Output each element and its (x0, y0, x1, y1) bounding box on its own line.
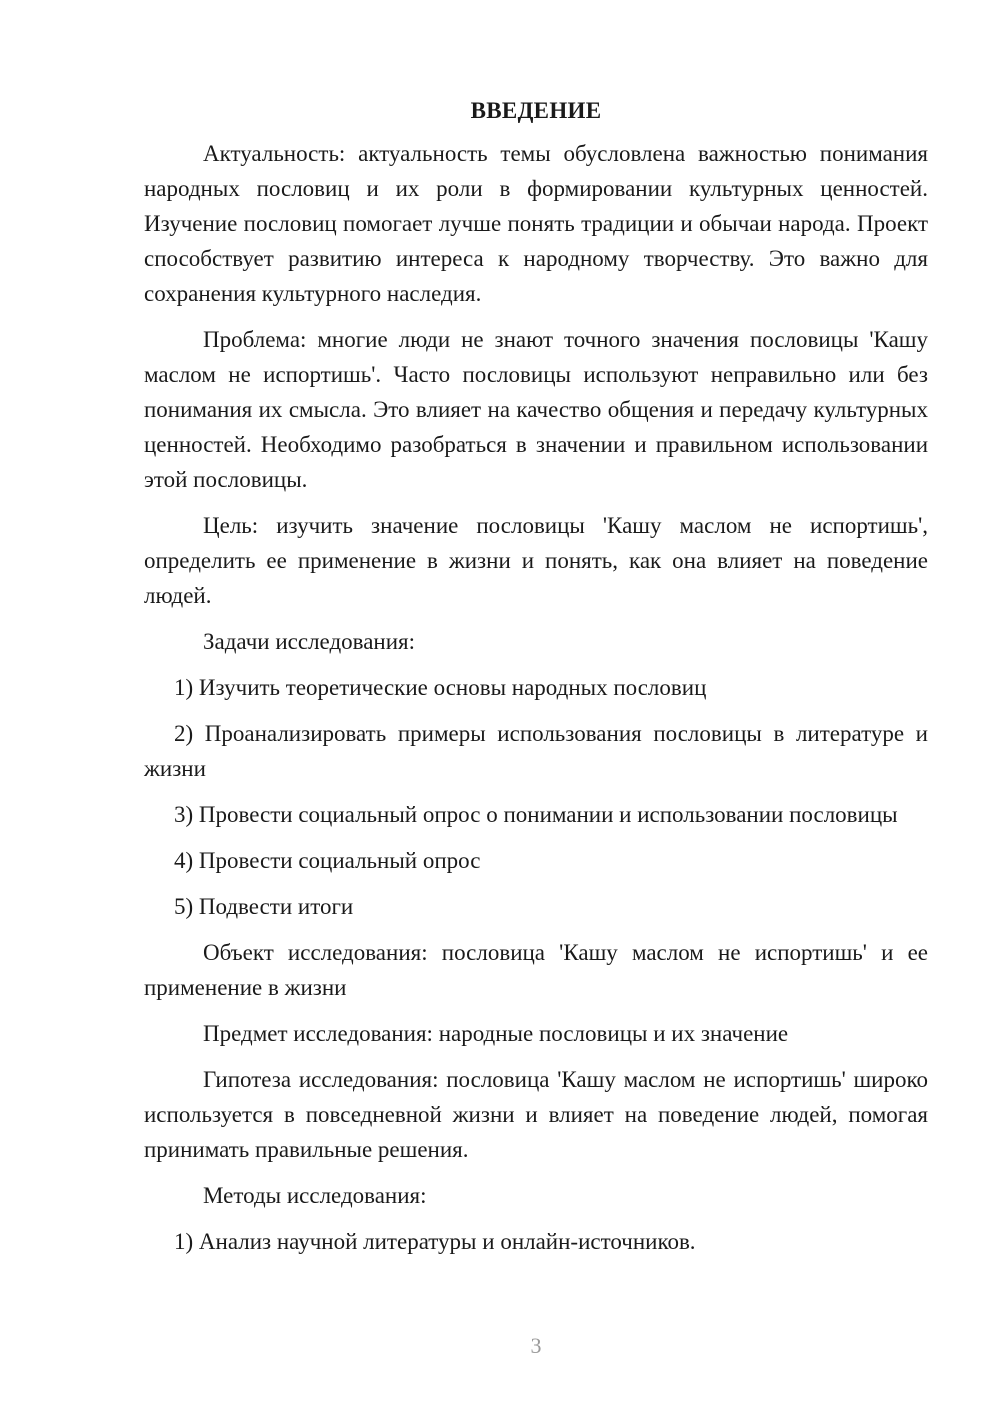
paragraph-goal: Цель: изучить значение пословицы 'Кашу маслом не испортишь', определить ее применение в жизни и понять, как она влияет на поведение людей. (144, 513, 928, 608)
paragraph-object: Объект исследования: пословица 'Кашу маслом не испортишь' и ее применение в жизни (144, 940, 928, 1000)
paragraph-methods-heading: Методы исследования: (203, 1183, 427, 1208)
paragraph-tasks-heading: Задачи исследования: (203, 629, 416, 654)
paragraph-relevance: Актуальность: актуальность темы обусловлена важностью понимания народных пословиц и их роли в формировании культурных ценностей. Изучение пословиц помогает лучше понять традиции и обычаи народа. Проект способствует развитию интереса к народному творчеству. Это важно для сохранения культурного наследия. (144, 141, 928, 306)
list-item-method-1: 1) Анализ научной литературы и онлайн-источников. (174, 1229, 696, 1254)
list-item-task-5: 5) Подвести итоги (174, 894, 354, 919)
paragraph-subject: Предмет исследования: народные пословицы и их значение (203, 1021, 789, 1046)
paragraph-hypothesis: Гипотеза исследования: пословица 'Кашу маслом не испортишь' широко используется в повседневной жизни и влияет на поведение людей, помогая принимать правильные решения. (144, 1067, 928, 1162)
page-number: 3 (530, 1333, 542, 1358)
list-item-task-3: 3) Провести социальный опрос о понимании и использовании пословицы (174, 802, 898, 827)
list-item-task-2: 2) Проанализировать примеры использования пословицы в литературе и жизни (144, 721, 928, 781)
list-item-task-4: 4) Провести социальный опрос (174, 848, 481, 873)
page-body (144, 96, 928, 1270)
section-heading: ВВЕДЕНИЕ (470, 98, 602, 123)
paragraph-problem: Проблема: многие люди не знают точного значения пословицы 'Кашу маслом не испортишь'. Часто пословицы используют неправильно или без понимания их смысла. Это влияет на качество общения и передачу культурных ценностей. Необходимо разобраться в значении и правильном использовании этой пословицы. (144, 327, 928, 492)
list-item-task-1: 1) Изучить теоретические основы народных пословиц (174, 675, 707, 700)
